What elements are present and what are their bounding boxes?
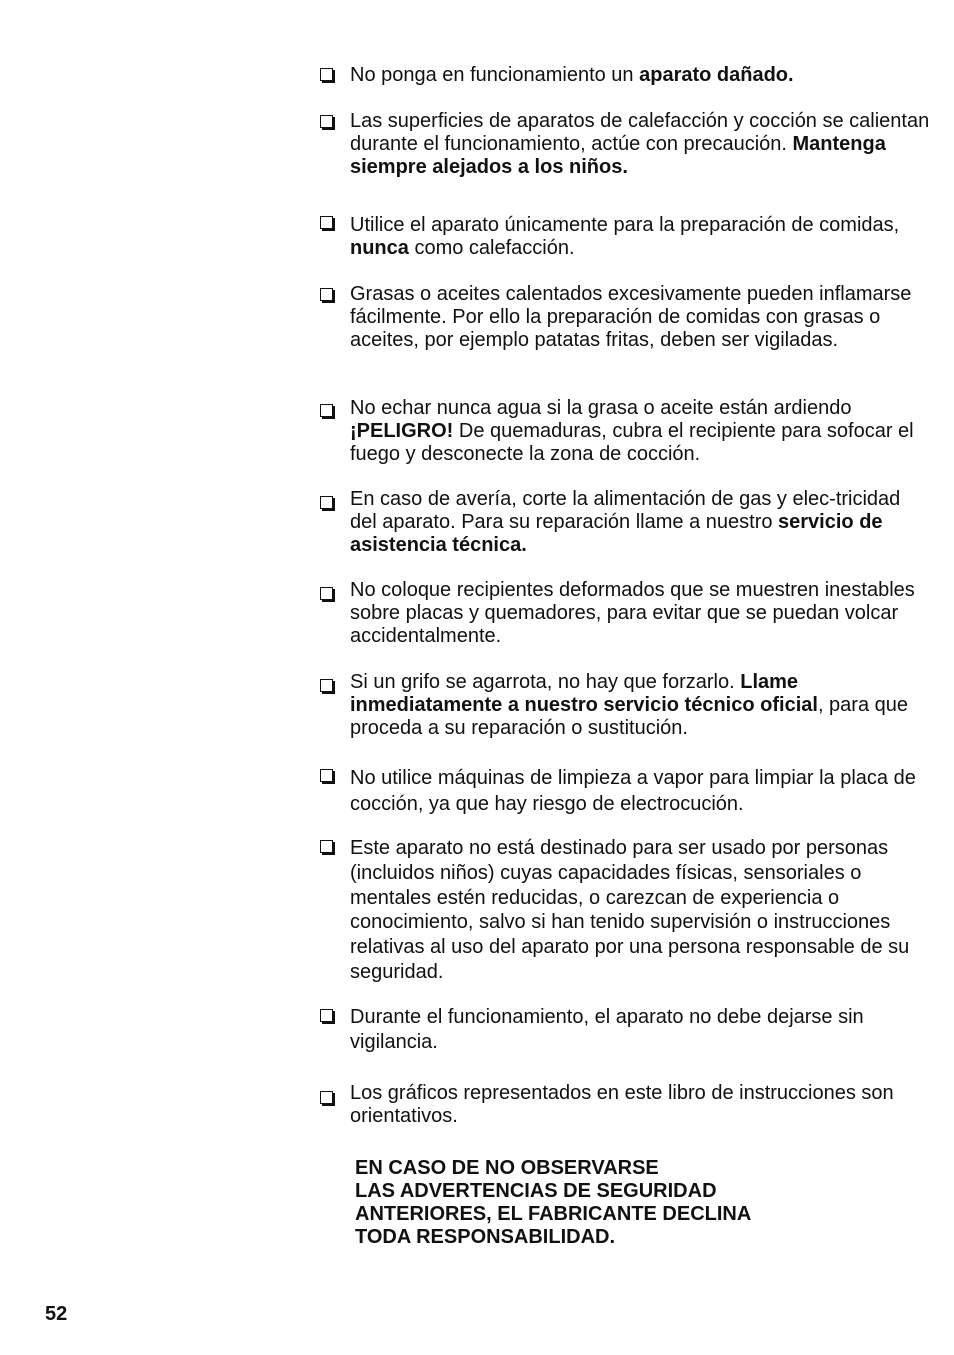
notice-line: LAS ADVERTENCIAS DE SEGURIDAD <box>355 1180 717 1202</box>
checkbox-bullet-icon <box>320 115 333 128</box>
item-text: Si un grifo se agarrota, no hay que forzarlo. Llame inmediatamente a nuestro servicio técnico oficial, para que proceda a su reparación o sustitución. <box>350 671 909 739</box>
item-damaged <box>320 64 930 87</box>
item-graphics <box>320 1082 930 1128</box>
item-steam-cleaner <box>320 765 930 817</box>
notice-line: EN CASO DE NO OBSERVARSE <box>355 1157 659 1179</box>
item-text: En caso de avería, corte la alimentación de gas y elec-tricidad del aparato. Para su reparación llame a nuestro servicio de asistencia técnica. <box>350 488 901 556</box>
item-text: Los gráficos representados en este libro de instrucciones son orientativos. <box>350 1082 894 1127</box>
item-stuck-tap <box>320 671 930 740</box>
item-breakdown <box>320 488 930 557</box>
item-capabilities <box>320 836 930 985</box>
item-text: No utilice máquinas de limpieza a vapor para limpiar la placa de cocción, ya que hay riesgo de electrocución. <box>350 767 916 815</box>
checkbox-bullet-icon <box>320 1009 333 1022</box>
notice-line: ANTERIORES, EL FABRICANTE DECLINA <box>355 1203 752 1225</box>
checkbox-bullet-icon <box>320 404 333 417</box>
page-number: 52 <box>45 1303 68 1325</box>
item-text: No echar nunca agua si la grasa o aceite están ardiendo ¡PELIGRO! De quemaduras, cubra el recipiente para sofocar el fuego y desconecte la zona de cocción. <box>350 397 914 465</box>
item-text: No ponga en funcionamiento un aparato dañado. <box>350 64 794 86</box>
item-text: No coloque recipientes deformados que se muestren inestables sobre placas y quemadores, para evitar que se puedan volcar accidentalmente. <box>350 579 915 647</box>
item-deformed-pots <box>320 579 930 648</box>
item-text: Este aparato no está destinado para ser usado por personas (incluidos niños) cuyas capacidades físicas, sensoriales o mentales estén reducidas, o carezcan de experiencia o conocimiento, salvo si han tenido supervisión o instrucciones relativas al uso del aparato por una persona responsable de su seguridad. <box>350 837 910 983</box>
checkbox-bullet-icon <box>320 1091 333 1104</box>
checkbox-bullet-icon <box>320 288 333 301</box>
item-text: Las superficies de aparatos de calefacción y cocción se calientan durante el funcionamiento, actúe con precaución. Mantenga siempre alejados a los niños. <box>350 110 930 178</box>
item-text: Durante el funcionamiento, el aparato no debe dejarse sin vigilancia. <box>350 1006 864 1053</box>
item-supervision <box>320 1005 930 1055</box>
checkbox-bullet-icon <box>320 769 333 782</box>
item-text: Utilice el aparato únicamente para la preparación de comidas, nunca como calefacción. <box>350 214 900 259</box>
checkbox-bullet-icon <box>320 496 333 509</box>
notice-line: TODA RESPONSABILIDAD. <box>355 1226 616 1248</box>
checkbox-bullet-icon <box>320 840 333 853</box>
checkbox-bullet-icon <box>320 216 333 229</box>
checkbox-bullet-icon <box>320 587 333 600</box>
checkbox-bullet-icon <box>320 68 333 81</box>
item-text: Grasas o aceites calentados excesivamente pueden inflamarse fácilmente. Por ello la preparación de comidas con grasas o aceites, por ejemplo patatas fritas, deben ser vigiladas. <box>350 283 912 351</box>
item-hot-surfaces <box>320 110 930 179</box>
checkbox-bullet-icon <box>320 679 333 692</box>
item-oils <box>320 283 930 352</box>
item-fire-danger <box>320 397 930 466</box>
liability-notice <box>355 1157 915 1249</box>
item-cooking-only <box>320 214 930 260</box>
